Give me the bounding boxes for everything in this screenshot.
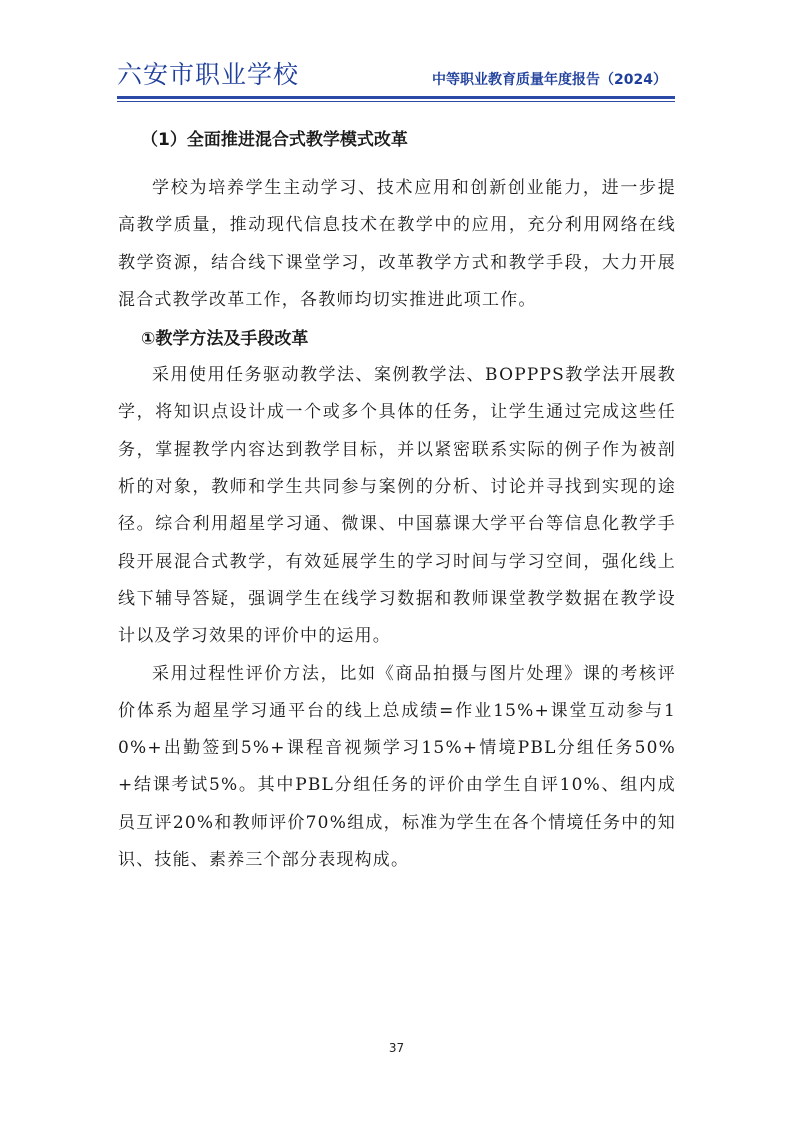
report-title: 中等职业教育质量年度报告（2024）	[432, 72, 667, 88]
paragraph-methods: 采用使用任务驱动教学法、案例教学法、BOPPPS教学法开展教学，将知识点设计成一个或多个具体的任务，让学生通过完成这些任务，掌握教学内容达到教学目标，并以紧密联系实际的例子作为被剖析的对象，教师和学生共同参与案例的分析、讨论并寻找到实现的途径。综合利用超星学习通、微课、中国慕课大学平台等信息化教学手段开展混合式教学，有效延展学生的学习时间与学习空间，强化线上线下辅导答疑，强调学生在线学习数据和教师课堂教学数据在教学设计以及学习效果的评价中的运用。	[118, 365, 676, 647]
section-heading: （1）全面推进混合式教学模式改革	[141, 130, 408, 150]
paragraph-intro: 学校为培养学生主动学习、技术应用和创新创业能力，进一步提高教学质量，推动现代信息技术在教学中的应用，充分利用网络在线教学资源，结合线下课堂学习，改革教学方式和教学手段，大力开展混合式教学改革工作，各教师均切实推进此项工作。	[118, 178, 676, 310]
page-header	[117, 58, 675, 98]
subsection-heading: ①教学方法及手段改革	[141, 329, 309, 350]
header-rule-thin	[117, 101, 675, 102]
page-number: 37	[388, 1041, 405, 1055]
page-content	[118, 122, 676, 879]
paragraph-evaluation: 采用过程性评价方法，比如《商品拍摄与图片处理》课的考核评价体系为超星学习通平台的线上总成绩=作业15%+课堂互动参与10%+出勤签到5%+课程音视频学习15%+情境PBL分组任务50%+结课考试5%。其中PBL分组任务的评价由学生自评10%、组内成员互评20%和教师评价70%组成，标准为学生在各个情境任务中的知识、技能、素养三个部分表现构成。	[118, 663, 676, 871]
school-name: 六安市职业学校	[117, 60, 300, 89]
header-rule-thick	[117, 96, 675, 99]
